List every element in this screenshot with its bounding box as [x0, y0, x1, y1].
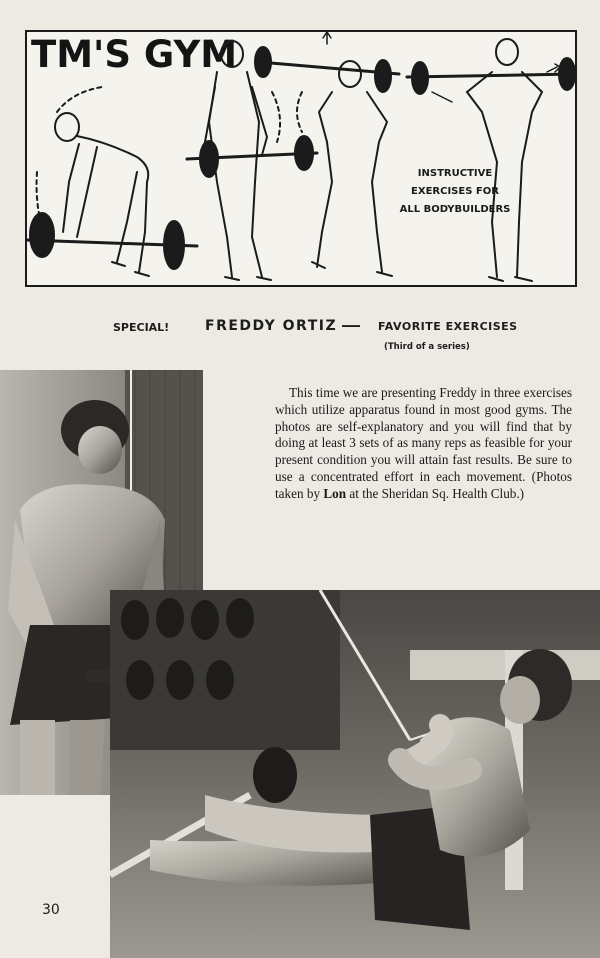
photo-seated-cable-row: [110, 590, 600, 958]
tagline-line: EXERCISES FOR: [411, 186, 499, 197]
header-illustration-panel: [25, 30, 577, 287]
barbell-behind-neck: [407, 58, 577, 94]
intro-text: This time we are presenting Freddy in three exercises which utilize apparatus found in most good gyms. The photos are self-explanatory and you will find that by doing at least 3 sets of as many reps as feasible for your present condition you will attain fast results. Be sure to use a concentrated effort in each movement. (Photos taken by: [275, 385, 572, 501]
intro-text-end: at the Sheridan Sq. Health Club.): [346, 485, 525, 501]
headline-dash: —: [342, 315, 360, 335]
intro-paragraph: [275, 385, 572, 503]
barbell-waist: [187, 136, 317, 177]
photo-seated-illustration: [110, 590, 600, 958]
barbell-overhead: [255, 47, 399, 92]
series-note: (Third of a series): [384, 342, 470, 352]
special-label: SPECIAL!: [113, 321, 170, 334]
page-number: 30: [42, 902, 60, 918]
photographer-name: Lon: [323, 485, 347, 501]
article-topic: FAVORITE EXERCISES: [378, 320, 518, 333]
figure-bent-row: [37, 87, 149, 276]
tagline-line: ALL BODYBUILDERS: [399, 204, 511, 215]
article-headline: FREDDY ORTIZ: [205, 318, 338, 334]
tagline-line: INSTRUCTIVE: [417, 168, 493, 179]
header-tagline: [385, 165, 525, 219]
barbell-floor: [27, 213, 197, 269]
article-subhead: [0, 315, 600, 358]
gym-title: TM'S GYM: [31, 33, 238, 76]
exercise-illustration: [27, 32, 577, 287]
